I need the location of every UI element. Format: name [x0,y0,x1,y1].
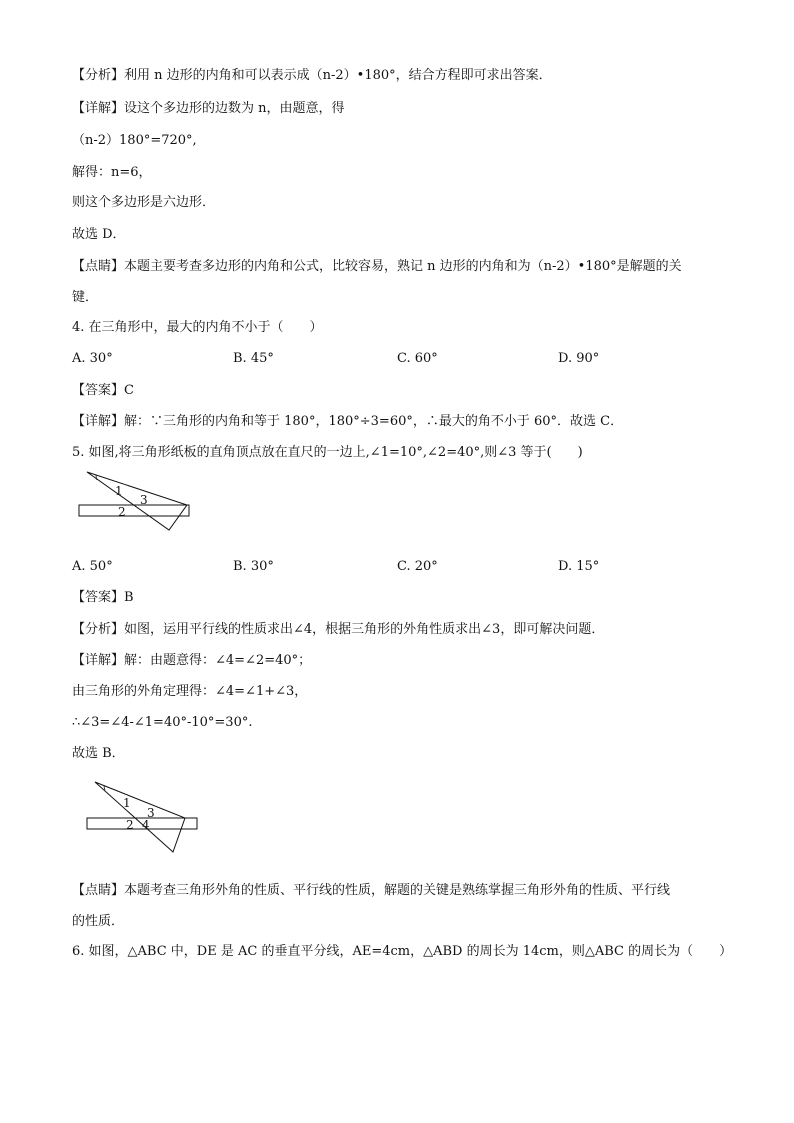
line-conclusion: 则这个多边形是六边形． [72,195,216,210]
q5-option-a: A. 50° [72,559,113,574]
line-analysis: 【分析】利用 n 边形的内角和可以表示成（n-2）•180°，结合方程即可求出答案． [72,68,552,83]
q5-result: ∴∠3=∠4-∠1=40°-10°=30°. [72,715,253,730]
line-choice-d: 故选 D． [72,227,126,242]
angle-label-2: 2 [118,505,126,519]
q4-option-c: C. 60° [397,351,438,366]
question-6: 6. 如图，△ABC 中，DE 是 AC 的垂直平分线，AE=4cm，△ABD 的周长为 14cm，则△ABC 的周长为（ ） [72,944,733,959]
angle-label-1: 1 [123,796,131,810]
question-5: 5. 如图,将三角形纸板的直角顶点放在直尺的一边上,∠1=10°,∠2=40°,则∠3 等于( ) [72,445,583,460]
q5-answer: 【答案】B [72,590,134,605]
q4-detail: 【详解】解：∵三角形的内角和等于 180°，180°÷3=60°，∴最大的角不小于 60°．故选 C． [72,414,624,429]
q5-theorem: 由三角形的外角定理得：∠4=∠1+∠3， [72,684,308,699]
line-comment: 【点睛】本题主要考查多边形的内角和公式，比较容易，熟记 n 边形的内角和为（n-2）•180°是解题的关 [72,259,682,274]
question-4: 4. 在三角形中，最大的内角不小于（ ） [72,320,323,335]
q4-option-d: D. 90° [558,351,600,366]
q5-comment-cont: 的性质． [72,914,125,929]
q5-option-b: B. 30° [233,559,274,574]
angle-label-2: 2 [126,818,134,832]
q5-analysis: 【分析】如图，运用平行线的性质求出∠4，根据三角形的外角性质求出∠3，即可解决问题． [72,622,605,637]
line-detail: 【详解】设这个多边形的边数为 n，由题意，得 [72,101,345,116]
ruler [79,505,189,516]
line-equation: （n-2）180°=720°, [72,133,197,148]
angle-label-4: 4 [142,818,150,832]
q5-choice-b: 故选 B． [72,746,125,761]
q5-detail: 【详解】解：由题意得：∠4=∠2=40°； [72,653,312,668]
triangle-plate [95,782,185,852]
q5-option-d: D. 15° [558,559,600,574]
line-comment-cont: 键． [72,290,99,305]
q4-answer: 【答案】C [72,383,134,398]
q4-option-b: B. 45° [233,351,274,366]
line-solve: 解得：n=6， [72,165,152,180]
q5-solution-figure [83,778,203,860]
q4-option-a: A. 30° [72,351,113,366]
q5-figure [75,468,200,538]
q5-option-c: C. 20° [397,559,438,574]
triangle-plate [87,472,187,530]
angle-label-3: 3 [147,806,155,820]
angle-label-3: 3 [140,493,148,507]
angle-label-1: 1 [115,484,123,498]
q5-comment: 【点睛】本题考查三角形外角的性质、平行线的性质，解题的关键是熟练掌握三角形外角的性质、平行线 [72,883,671,898]
